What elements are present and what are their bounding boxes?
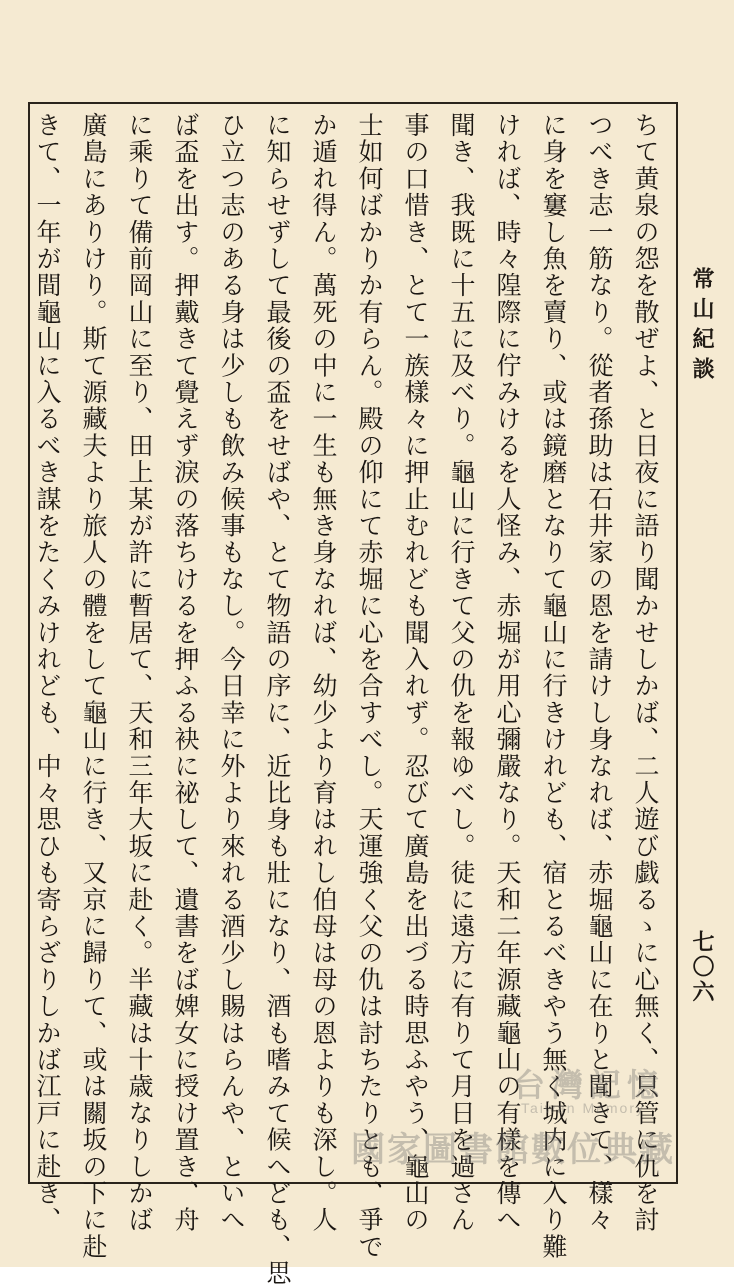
text-line: か遁れ得ん。萬死の中に一生も無き身なれば、幼少より育はれし伯母は母の恩よりも深し。人 xyxy=(309,112,338,1234)
text-line: つべき志一筋なり。從者孫助は石井家の恩を請けし身なれば、赤堀龜山に在りと聞きて、樣々 xyxy=(585,112,614,1234)
text-line: 事の口惜き、とて一族樣々に押止むれども聞入れず。忍びて廣島を出づる時思ふやう、龜山の xyxy=(401,112,430,1234)
text-line: ければ、時々隍際に佇みけるを人怪み、赤堀が用心彌嚴なり。天和二年源藏龜山の有樣を傳へ xyxy=(493,112,522,1234)
watermark-english-text: Taiwan Memory xyxy=(520,1100,645,1116)
body-text xyxy=(33,112,668,1287)
text-line: ひ立つ志のある身は少しも飲み候事もなし。今日幸に外より來れる酒少し賜はらんや、といへ xyxy=(217,112,246,1234)
text-line: 聞き、我既に十五に及べり。龜山に行きて父の仇を報ゆべし。徒に遠方に有りて月日を過さん xyxy=(447,112,476,1234)
library-watermark xyxy=(305,1060,675,1170)
page-header xyxy=(684,102,718,1184)
text-line: に知らせずして最後の盃をせばや、とて物語の序に、近比身も壯になり、酒も嗜みて候へども、思 xyxy=(263,112,292,1287)
text-line: 士如何ばかりか有らん。殿の仰にて赤堀に心を合すべし。天運強く父の仇は討ちたりとも、爭で xyxy=(355,112,384,1261)
text-line: に身を窶し魚を賣り、或は鏡磨となりて龜山に行きけれども、宿とるべきやう無く城内に入り難 xyxy=(539,112,568,1261)
text-line: に乘りて備前岡山に至り、田上某が許に暫居て、天和三年大坂に赴く。半藏は十歳なりしかば xyxy=(125,112,154,1234)
text-line: ば盃を出す。押戴きて覺えず淚の落ちけるを押ふる袂に祕して、遺書をば婢女に授け置き、舟 xyxy=(171,112,200,1234)
page-number: 七〇六 xyxy=(689,930,715,1005)
text-line: ちて黄泉の怨を散ぜよ、と日夜に語り聞かせしかば、二人遊び戯るゝに心無く、只管に仇を討 xyxy=(631,112,660,1234)
watermark-logo-text: 台灣記憶 xyxy=(512,1066,665,1104)
text-line: きて、一年が間龜山に入るべき謀をたくみけれども、中々思ひも寄らざりしかば江戸に赴き、 xyxy=(33,112,62,1234)
watermark-institution-text: 國家圖書館數位典藏 xyxy=(351,1130,675,1170)
running-title: 常山紀談 xyxy=(689,267,715,387)
text-line: 廣島にありけり。斯て源藏夫より旅人の體をして龜山に行き、又京に歸りて、或は關坂の下に赴 xyxy=(79,112,108,1261)
